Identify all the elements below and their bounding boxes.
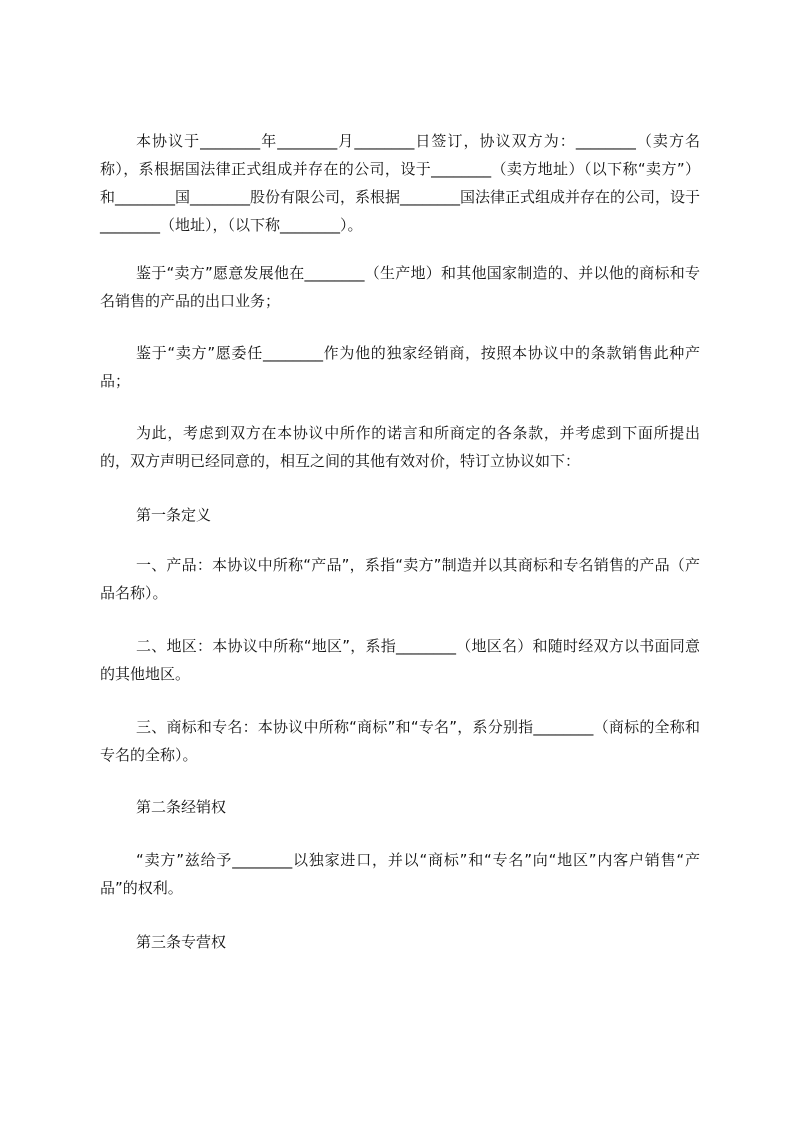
recital-paragraph-1: 鉴于“卖方”愿意发展他在________（生产地）和其他国家制造的、并以他的商标和专名销售的产品的出口业务；	[100, 264, 700, 310]
definition-trademark: 三、商标和专名：本协议中所称“商标”和“专名”，系分别指________（商标的全称和专名的全称）。	[100, 718, 700, 764]
article-1-heading: 第一条定义	[136, 506, 212, 524]
recital-paragraph-2: 鉴于“卖方”愿委任________作为他的独家经销商，按照本协议中的条款销售此种产品；	[100, 344, 700, 390]
article-2-heading: 第二条经销权	[136, 798, 227, 816]
consideration-paragraph: 为此，考虑到双方在本协议中所作的诺言和所商定的各条款，并考虑到下面所提出的，双方声明已经同意的，相互之间的其他有效对价，特订立协议如下：	[100, 424, 700, 470]
article-3-heading: 第三条专营权	[136, 933, 227, 951]
definition-product: 一、产品：本协议中所称“产品”，系指“卖方”制造并以其商标和专名销售的产品（产品名称）。	[100, 556, 700, 602]
preamble-paragraph: 本协议于________年________月________日签订，协议双方为：________（卖方名称），系根据国法律正式组成并存在的公司，设于________（卖方地址）（以下称“卖方”）和________国________股份有限公司，系根据________国法律正式组成并存在的公司，设于________（地址），（以下称________）。	[100, 132, 701, 234]
distribution-right-paragraph: “卖方”兹给予________以独家进口，并以“商标”和“专名”向“地区”内客户销售“产品”的权利。	[100, 851, 700, 897]
definition-territory: 二、地区：本协议中所称“地区”，系指________（地区名）和随时经双方以书面同意的其他地区。	[100, 637, 700, 683]
